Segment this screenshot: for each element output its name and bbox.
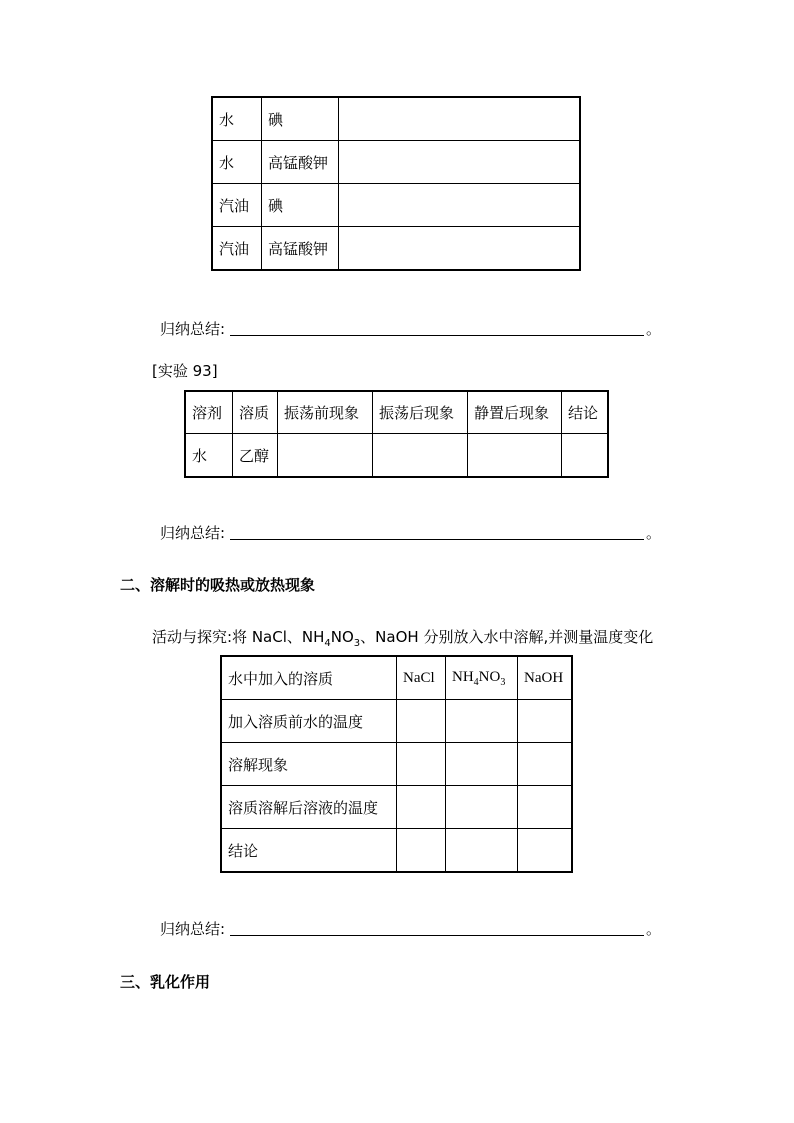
table-cell[interactable] — [518, 700, 572, 743]
formula-part: NO — [478, 668, 501, 685]
table-header-cell — [446, 657, 518, 700]
experiment-label: [实验 93] — [152, 362, 218, 380]
activity-text — [152, 626, 653, 649]
summary-line — [160, 522, 662, 543]
table-cell: 加入溶质前水的温度 — [222, 700, 397, 743]
experiment-table — [185, 391, 608, 477]
table-cell: 汽油 — [213, 184, 262, 227]
table-header-cell: 结论 — [562, 392, 608, 434]
summary-line — [160, 318, 662, 339]
table-header-cell: 溶剂 — [186, 392, 233, 434]
table-cell[interactable] — [339, 141, 580, 184]
summary-label: 归纳总结: — [160, 920, 226, 938]
table-cell: 高锰酸钾 — [262, 141, 339, 184]
table-cell[interactable] — [518, 743, 572, 786]
table-cell: 碘 — [262, 184, 339, 227]
summary-label: 归纳总结: — [160, 524, 226, 542]
subscript: 4 — [324, 638, 331, 649]
summary-line — [160, 918, 662, 939]
table-row — [186, 392, 608, 434]
table-row — [213, 184, 580, 227]
table-cell[interactable] — [373, 434, 468, 477]
table-header-cell: 振荡前现象 — [278, 392, 373, 434]
table-cell: 碘 — [262, 98, 339, 141]
table-cell[interactable] — [446, 700, 518, 743]
table-cell: 汽油 — [213, 227, 262, 270]
table-row — [213, 98, 580, 141]
period: 。 — [646, 320, 662, 338]
table-cell[interactable] — [446, 786, 518, 829]
table-row — [222, 829, 572, 872]
subscript: 3 — [500, 676, 506, 688]
table-header-cell: 振荡后现象 — [373, 392, 468, 434]
table-header-cell: NaCl — [397, 657, 446, 700]
table-header-cell: 静置后现象 — [468, 392, 562, 434]
table-cell: 溶解现象 — [222, 743, 397, 786]
table-cell[interactable] — [397, 700, 446, 743]
period: 。 — [646, 524, 662, 542]
table-row — [222, 786, 572, 829]
section-heading: 二、溶解时的吸热或放热现象 — [120, 576, 316, 594]
table-cell: 水 — [213, 141, 262, 184]
table-cell[interactable] — [278, 434, 373, 477]
table-cell[interactable] — [446, 829, 518, 872]
section-heading: 三、乳化作用 — [120, 973, 211, 991]
subscript: 4 — [473, 676, 479, 688]
table-cell: 结论 — [222, 829, 397, 872]
table-cell[interactable] — [397, 829, 446, 872]
table-row — [213, 227, 580, 270]
formula-part: NH — [452, 668, 474, 685]
table-cell: 溶质溶解后溶液的温度 — [222, 786, 397, 829]
table-cell[interactable] — [339, 184, 580, 227]
table-cell: 乙醇 — [233, 434, 278, 477]
table-row — [222, 743, 572, 786]
table-cell: 高锰酸钾 — [262, 227, 339, 270]
table-header-cell: NaOH — [518, 657, 572, 700]
answer-blank[interactable] — [230, 539, 644, 540]
table-row — [222, 700, 572, 743]
period: 。 — [646, 920, 662, 938]
summary-label: 归纳总结: — [160, 320, 226, 338]
table-cell[interactable] — [446, 743, 518, 786]
table-cell[interactable] — [562, 434, 608, 477]
table-row — [222, 657, 572, 700]
table-header-cell: 水中加入的溶质 — [222, 657, 397, 700]
table-row — [213, 141, 580, 184]
table-cell[interactable] — [397, 743, 446, 786]
table-cell: 水 — [186, 434, 233, 477]
table-cell[interactable] — [518, 786, 572, 829]
temperature-table — [221, 656, 572, 872]
table-header-cell: 溶质 — [233, 392, 278, 434]
table-cell[interactable] — [468, 434, 562, 477]
activity-mid: NO — [330, 628, 354, 646]
activity-suffix: 、NaOH 分别放入水中溶解,并测量温度变化 — [360, 628, 654, 646]
solubility-table — [212, 97, 580, 270]
activity-prefix: 活动与探究:将 NaCl、NH — [152, 628, 325, 646]
table-cell[interactable] — [518, 829, 572, 872]
table-cell[interactable] — [397, 786, 446, 829]
table-row — [186, 434, 608, 477]
answer-blank[interactable] — [230, 335, 644, 336]
subscript: 3 — [353, 638, 361, 649]
table-cell: 水 — [213, 98, 262, 141]
table-cell[interactable] — [339, 227, 580, 270]
answer-blank[interactable] — [230, 935, 644, 936]
table-cell[interactable] — [339, 98, 580, 141]
